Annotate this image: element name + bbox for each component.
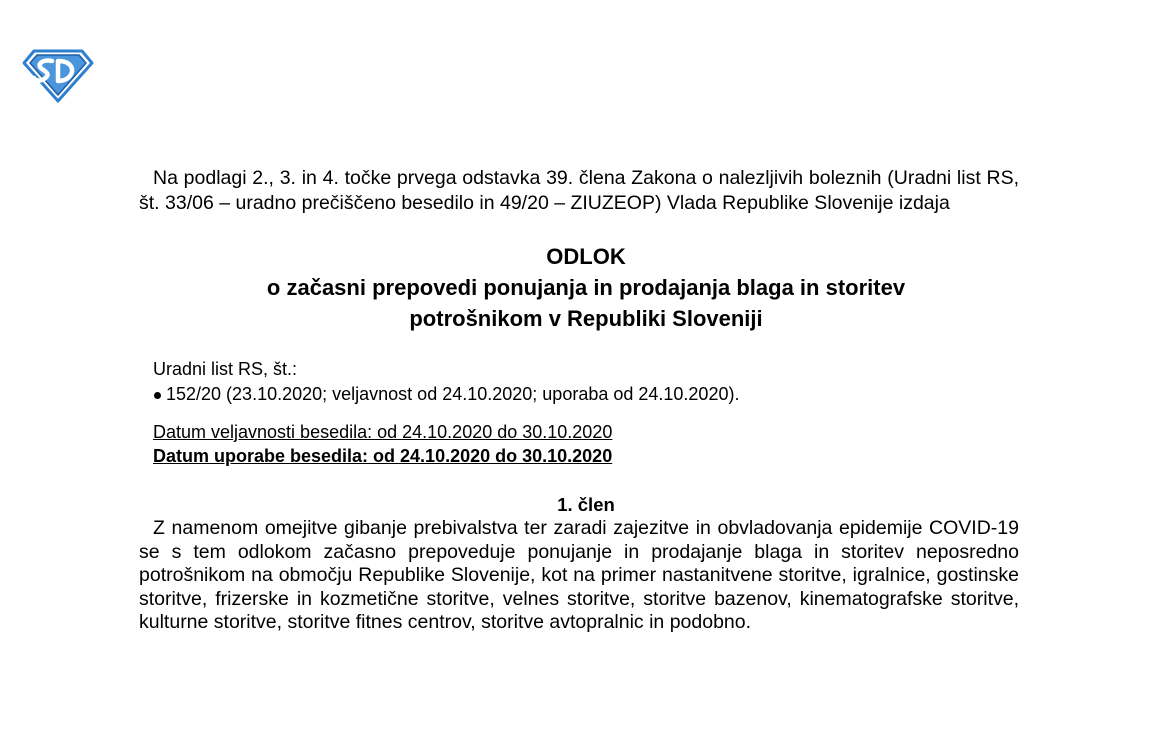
title-line-2: o začasni prepovedi ponujanja in prodajanja blaga in storitev xyxy=(266,275,906,300)
document-body xyxy=(139,166,1019,635)
gazette-list xyxy=(153,382,1019,407)
sd-logo-icon xyxy=(20,47,96,105)
gazette-item-text: 152/20 (23.10.2020; veljavnost od 24.10.2020; uporaba od 24.10.2020). xyxy=(166,384,740,404)
gazette-reference xyxy=(139,357,1019,407)
document-title xyxy=(139,241,1019,334)
title-line-3: potrošnikom v Republiki Sloveniji xyxy=(409,306,763,331)
validity-date: Datum veljavnosti besedila: od 24.10.2020 do 30.10.2020 xyxy=(153,422,613,442)
gazette-list-item xyxy=(153,382,1019,407)
article-1-heading: 1. člen xyxy=(557,494,615,515)
text-dates xyxy=(139,420,1019,468)
article-1-text: Z namenom omejitve gibanje prebivalstva ter zaradi zajezitve in obvladovanja epidemije COVID-19 se s tem odlokom začasno prepoveduje ponujanje in prodajanje blaga in storitev neposredno potrošnikom na območju Republike Slovenije, kot na primer nastanitvene storitve, igralnice, gostinske storitve, frizerske in kozmetične storitve, velnes storitve, storitve bazenov, kinematografske storitve, kulturne storitve, storitve fitnes centrov, storitve avtopralnic in podobno. xyxy=(139,517,1019,633)
intro-paragraph: Na podlagi 2., 3. in 4. točke prvega odstavka 39. člena Zakona o nalezljivih boleznih (Uradni list RS, št. 33/06 – uradno prečiščeno besedilo in 49/20 – ZIUZEOP) Vlada Republike Slovenije izdaja xyxy=(139,167,1019,214)
bullet-icon xyxy=(154,392,161,399)
gazette-label: Uradni list RS, št.: xyxy=(153,359,298,379)
title-line-1: ODLOK xyxy=(546,244,626,269)
application-date: Datum uporabe besedila: od 24.10.2020 do 30.10.2020 xyxy=(153,446,613,466)
